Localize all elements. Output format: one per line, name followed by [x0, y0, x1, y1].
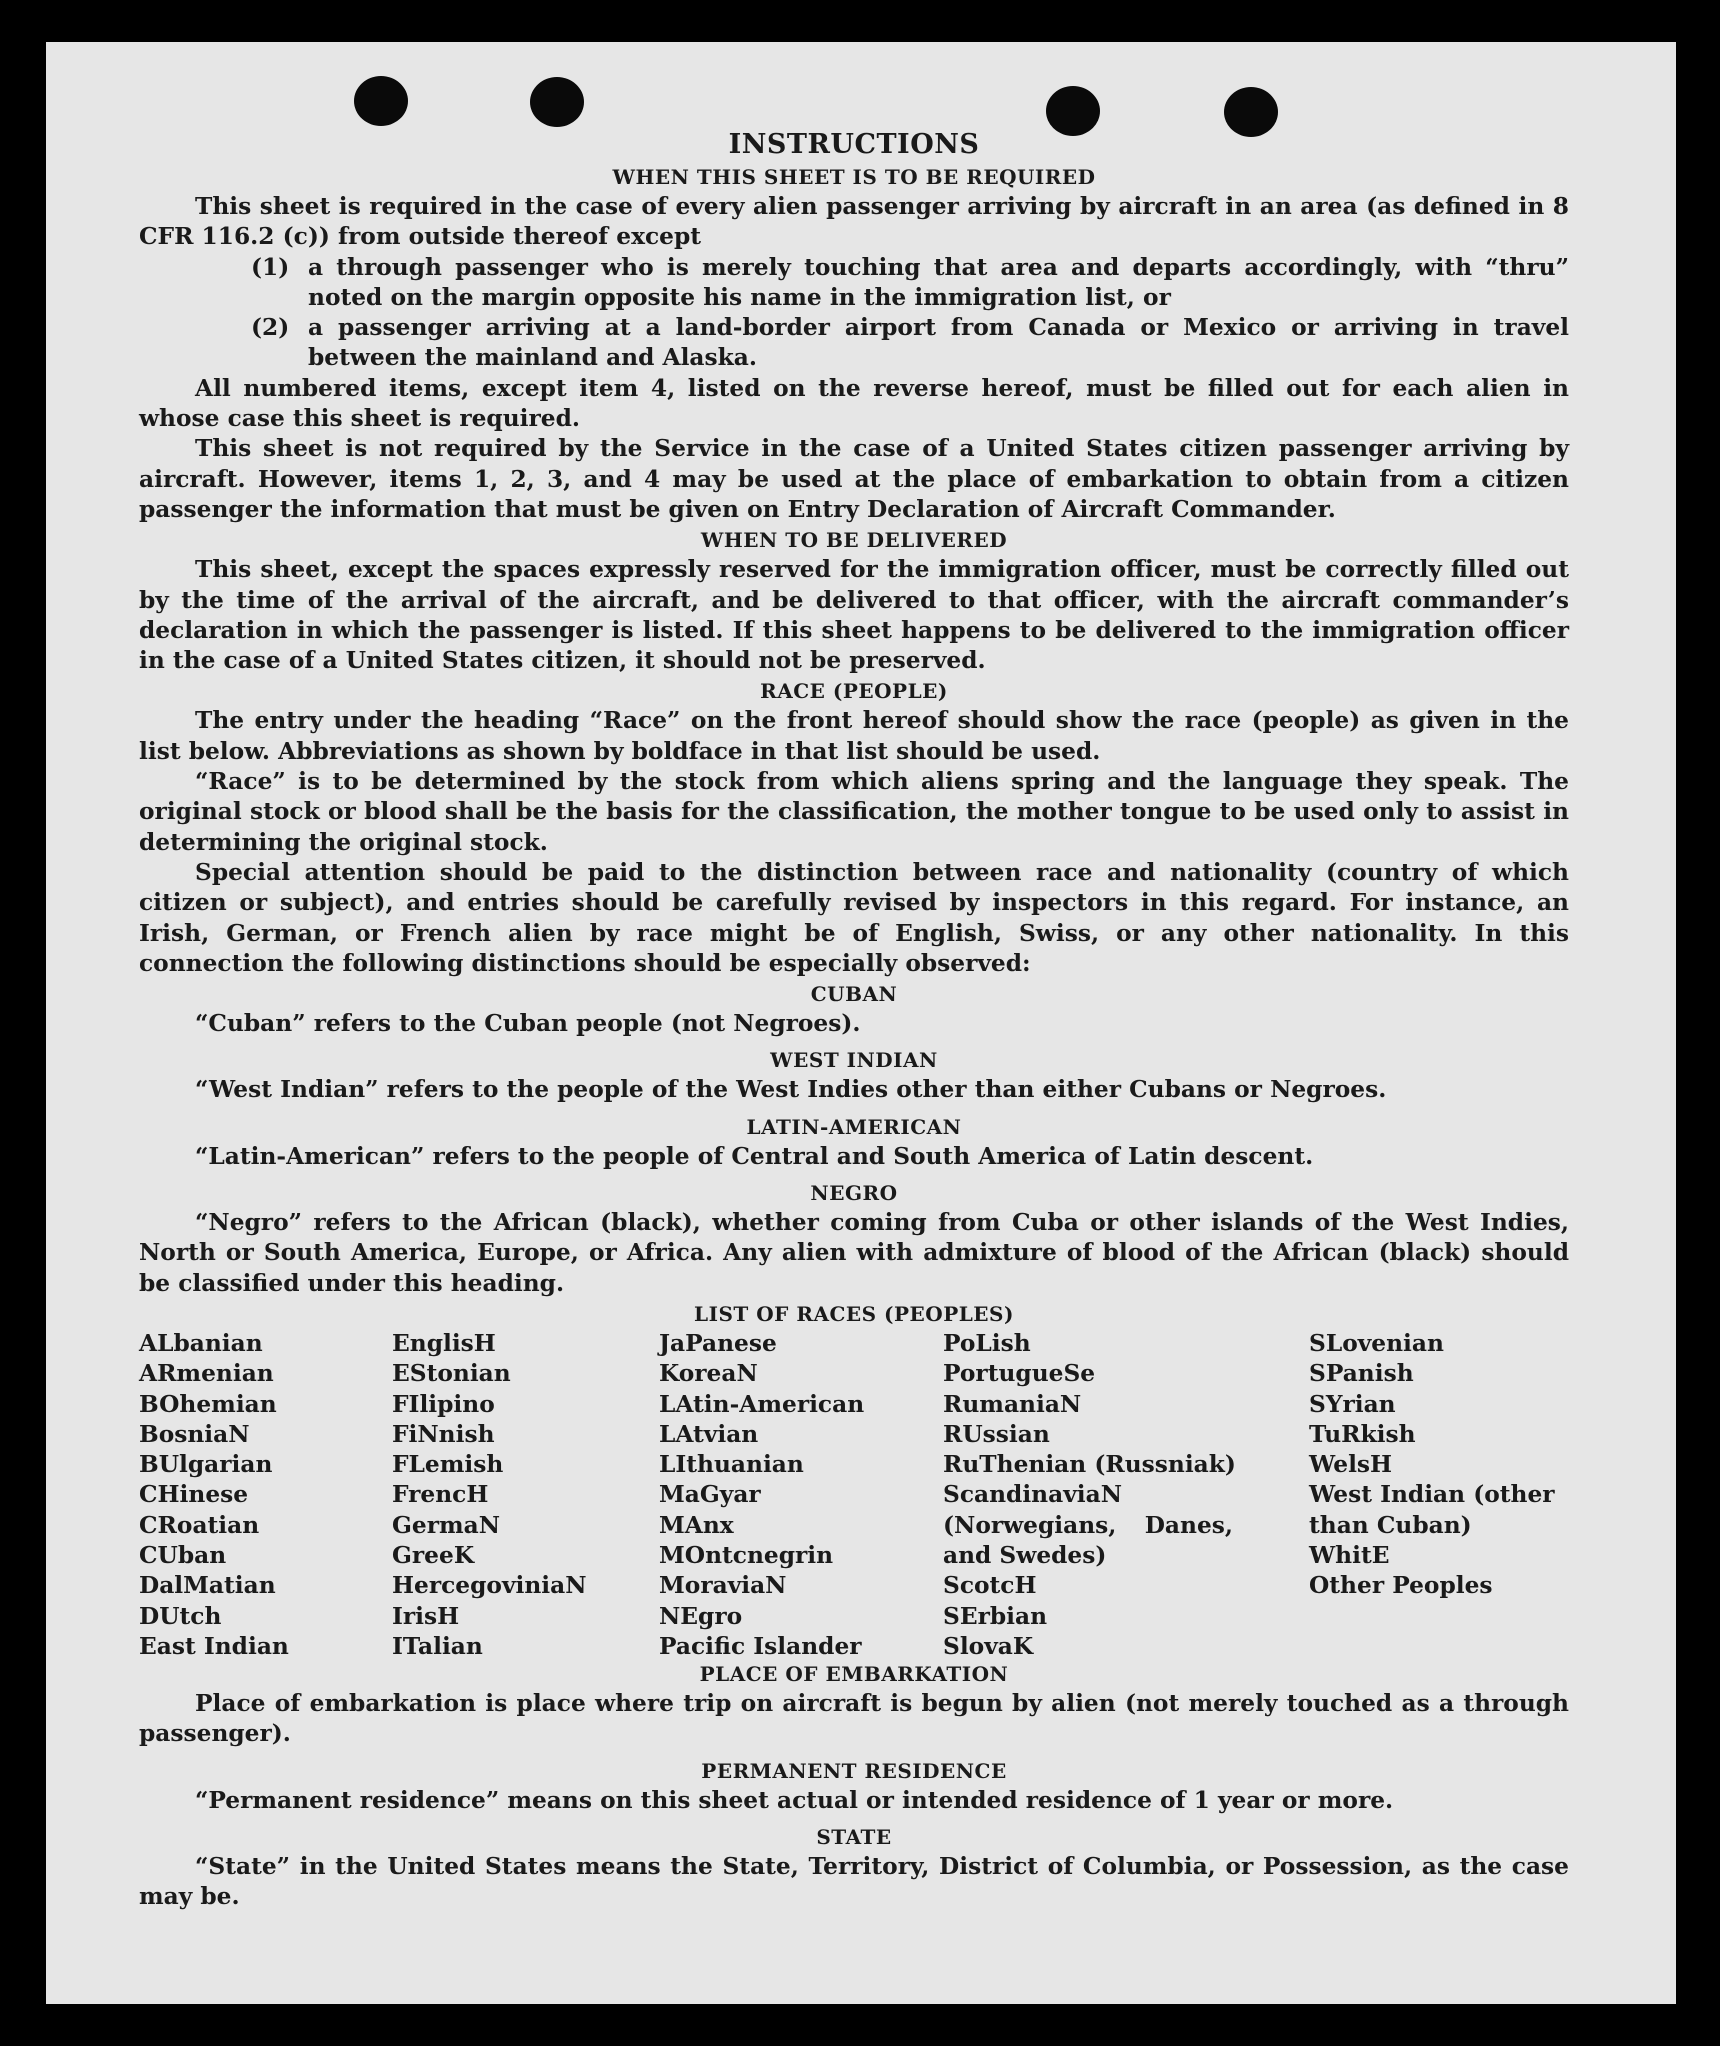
- state-text: “State” in the United States means the State, Territory, District of Columbia, or Possession, as the case may be.: [139, 1852, 1569, 1911]
- punch-hole: [530, 77, 584, 127]
- race-paragraph: Special attention should be paid to the distinction between race and nationality (country of which citizen or subject), and entries should be carefully revised by inspectors in this regard. For instance, an Irish, German, or French alien by race might be of English, Swiss, or any other nationality. In this connection the following distinctions should be especially observed:: [139, 858, 1569, 977]
- race-entry: ALbanian: [139, 1329, 263, 1357]
- section-heading-embarkation: PLACE OF EMBARKATION: [699, 1661, 1009, 1686]
- page-title: INSTRUCTIONS: [728, 129, 980, 160]
- race-entry: EnglisH: [392, 1329, 496, 1357]
- race-entry: MaGyar: [659, 1481, 761, 1509]
- race-entry: WhitE: [1309, 1541, 1390, 1569]
- race-entry: SPanish: [1309, 1360, 1414, 1388]
- document-page: [46, 42, 1676, 2004]
- item-text: a passenger arriving at a land-border airport from Canada or Mexico or arriving in travel between the mainland and Alaska.: [308, 314, 1569, 372]
- section-heading-delivered: WHEN TO BE DELIVERED: [700, 528, 1008, 553]
- race-entry: FIlipino: [392, 1390, 495, 1418]
- section-heading-west-indian: WEST INDIAN: [770, 1048, 938, 1073]
- race-entry: DalMatian: [139, 1572, 276, 1600]
- embarkation-text: Place of embarkation is place where trip on aircraft is begun by alien (not merely touched as a through passenger).: [139, 1689, 1569, 1748]
- instructions-content: [139, 128, 1569, 1912]
- race-entry: Pacific Islander: [659, 1632, 862, 1660]
- race-entry: NEgro: [659, 1602, 743, 1630]
- race-entry: BOhemian: [139, 1390, 277, 1418]
- races-column-5: [1309, 1329, 1564, 1602]
- race-entry: ITalian: [392, 1632, 483, 1660]
- race-entry: DUtch: [139, 1602, 222, 1630]
- race-entry: SlovaK: [943, 1632, 1034, 1660]
- race-entry: LAtvian: [659, 1420, 759, 1448]
- race-entry: CRoatian: [139, 1511, 260, 1539]
- race-entry: IrisH: [392, 1602, 460, 1630]
- required-citizen-note: This sheet is not required by the Service in the case of a United States citizen passenger arriving by aircraft. However, items 1, 2, 3, and 4 may be used at the place of embarkation to obtain from a citizen passenger the information that must be given on Entry Declaration of Aircraft Commander.: [139, 435, 1569, 523]
- exception-item: [139, 313, 1569, 374]
- item-number: (2): [251, 314, 290, 342]
- race-entry: RUssian: [943, 1420, 1050, 1448]
- race-entry: MOntcnegrin: [659, 1541, 834, 1569]
- race-entry: GreeK: [392, 1541, 475, 1569]
- negro-text: “Negro” refers to the African (black), whether coming from Cuba or other islands of the West Indies, North or South America, Europe, or Africa. Any alien with admixture of blood of the African (black) should be classified under this heading.: [139, 1209, 1569, 1297]
- west-indian-text: “West Indian” refers to the people of the West Indies other than either Cubans or Negroes.: [195, 1076, 1387, 1104]
- section-heading-negro: NEGRO: [810, 1181, 898, 1206]
- race-entry: EStonian: [392, 1360, 511, 1388]
- exception-item: [139, 253, 1569, 314]
- race-entry: Other Peoples: [1309, 1572, 1493, 1600]
- race-entry: TuRkish: [1309, 1420, 1416, 1448]
- race-entry: SLovenian: [1309, 1329, 1444, 1357]
- race-entry: West Indian (other than Cuban): [1309, 1481, 1555, 1539]
- race-paragraph: “Race” is to be determined by the stock from which aliens spring and the language they speak. The original stock or blood shall be the basis for the classification, the mother tongue to be used only to assist in determining the original stock.: [139, 768, 1569, 856]
- race-entry: BosniaN: [139, 1420, 250, 1448]
- race-entry: FiNnish: [392, 1420, 495, 1448]
- race-entry: FLemish: [392, 1451, 504, 1479]
- race-entry: PoLish: [943, 1329, 1031, 1357]
- race-entry: CUban: [139, 1541, 227, 1569]
- section-heading-required: WHEN THIS SHEET IS TO BE REQUIRED: [612, 165, 1096, 189]
- section-heading-list-of-races: LIST OF RACES (PEOPLES): [694, 1301, 1014, 1326]
- race-entry: ARmenian: [139, 1360, 274, 1388]
- item-text: a through passenger who is merely touching that area and departs accordingly, with “thru” noted on the margin opposite his name in the immigration list, or: [308, 253, 1569, 311]
- race-entry: SErbian: [943, 1602, 1048, 1630]
- race-entry: PortugueSe: [943, 1360, 1096, 1388]
- race-entry: JaPanese: [659, 1329, 777, 1357]
- race-entry: East Indian: [139, 1632, 289, 1660]
- delivered-text: This sheet, except the spaces expressly reserved for the immigration officer, must be correctly filled out by the time of the arrival of the aircraft, and be delivered to that officer, with the aircraft commander’s declaration in which the passenger is listed. If this sheet happens to be delivered to the immigration officer in the case of a United States citizen, it should not be preserved.: [139, 556, 1569, 675]
- section-heading-cuban: CUBAN: [810, 982, 898, 1007]
- required-intro: This sheet is required in the case of every alien passenger arriving by aircraft in an area (as defined in 8 CFR 116.2 (c)) from outside thereof except: [139, 193, 1569, 251]
- section-heading-race: RACE (PEOPLE): [760, 679, 948, 704]
- section-heading-latin-american: LATIN-AMERICAN: [746, 1114, 962, 1139]
- latin-american-text: “Latin-American” refers to the people of Central and South America of Latin descent.: [195, 1142, 1314, 1170]
- race-entry: RuThenian (Russniak): [943, 1451, 1236, 1479]
- races-column-1: [139, 1329, 289, 1662]
- race-entry: ScotcH: [943, 1572, 1037, 1600]
- race-entry: WelsH: [1309, 1451, 1393, 1479]
- punch-hole: [354, 76, 408, 126]
- race-entry: KoreaN: [659, 1360, 758, 1388]
- races-column-2: [392, 1329, 587, 1662]
- races-list: [139, 1329, 1569, 1659]
- race-entry: HercegoviniaN: [392, 1572, 587, 1600]
- race-entry: LAtin-American: [659, 1390, 865, 1418]
- race-entry: CHinese: [139, 1481, 249, 1509]
- required-numbered-items-note: All numbered items, except item 4, listed on the reverse hereof, must be filled out for each alien in whose case this sheet is required.: [139, 374, 1569, 433]
- race-entry: MAnx: [659, 1511, 734, 1539]
- race-entry: MoraviaN: [659, 1572, 787, 1600]
- race-entry: BUlgarian: [139, 1451, 273, 1479]
- section-heading-state: STATE: [816, 1824, 892, 1849]
- item-number: (1): [251, 253, 290, 281]
- residence-text: “Permanent residence” means on this sheet actual or intended residence of 1 year or more.: [195, 1786, 1394, 1814]
- race-paragraph: The entry under the heading “Race” on the front hereof should show the race (people) as given in the list below. Abbreviations as shown by boldface in that list should be used.: [139, 707, 1569, 765]
- race-entry: ScandinaviaN (Norwegians, Danes, and Swedes): [943, 1481, 1233, 1569]
- race-entry: FrencH: [392, 1481, 489, 1509]
- race-entry: GermaN: [392, 1511, 501, 1539]
- races-column-3: [659, 1329, 864, 1662]
- races-column-4: [943, 1329, 1236, 1662]
- race-entry: SYrian: [1309, 1390, 1396, 1418]
- race-entry: RumaniaN: [943, 1390, 1082, 1418]
- race-entry: LIthuanian: [659, 1451, 804, 1479]
- section-heading-residence: PERMANENT RESIDENCE: [701, 1758, 1007, 1783]
- cuban-text: “Cuban” refers to the Cuban people (not Negroes).: [195, 1010, 861, 1038]
